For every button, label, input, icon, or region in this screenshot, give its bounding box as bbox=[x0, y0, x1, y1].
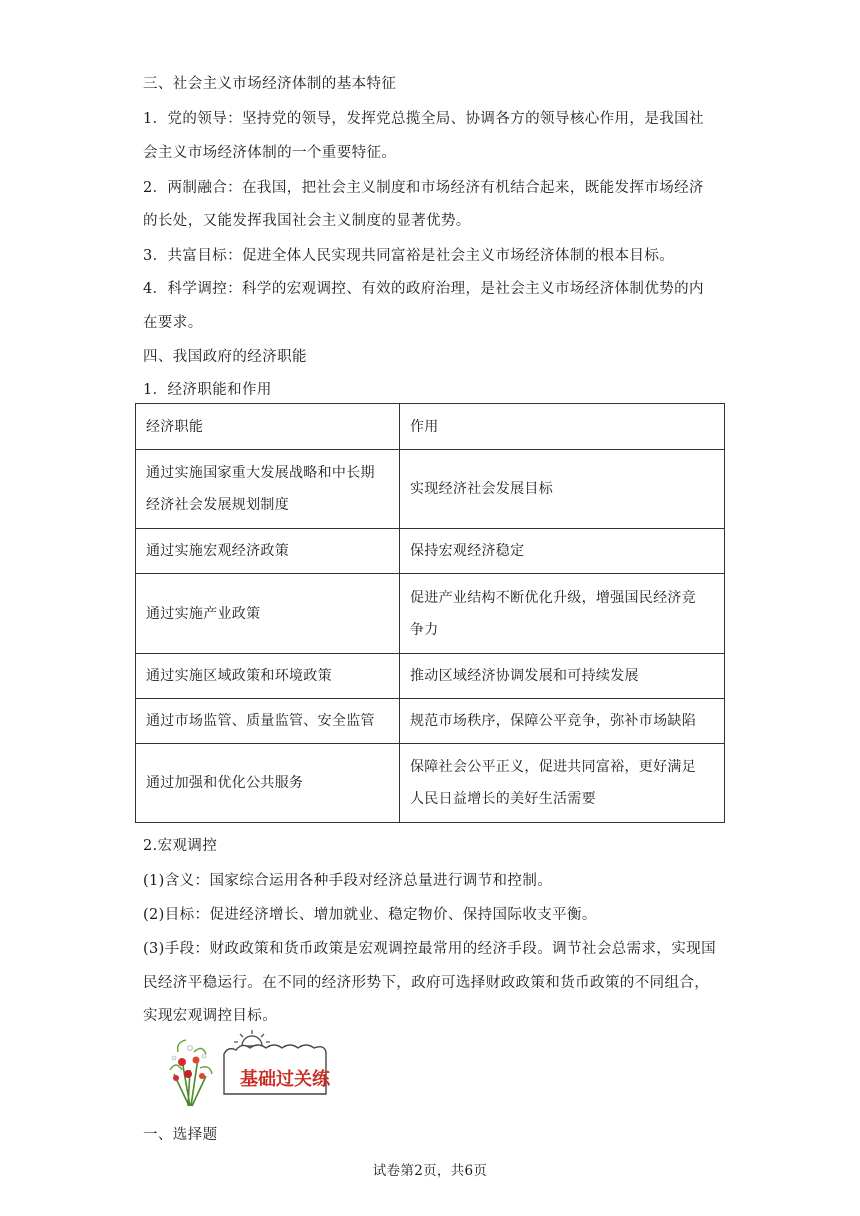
cell-line: 规范市场秩序，保障公平竞争，弥补市场缺陷 bbox=[410, 713, 696, 729]
table-header-effect: 作用 bbox=[400, 404, 725, 450]
cell-line: 推动区域经济协调发展和可持续发展 bbox=[410, 668, 639, 684]
cell-line: 实现经济社会发展目标 bbox=[410, 481, 553, 497]
table-row bbox=[136, 450, 725, 529]
section4-heading: 四、我国政府的经济职能 bbox=[143, 349, 307, 365]
cell-line: 通过实施区域政策和环境政策 bbox=[146, 668, 332, 684]
function-cell bbox=[136, 699, 400, 744]
macro-means-line1: (3)手段：财政政策和货币政策是宏观调控最常用的经济手段。调节社会总需求，实现国 bbox=[143, 941, 717, 957]
sun-icon bbox=[234, 1030, 270, 1046]
item3-line1: 3．共富目标：促进全体人民实现共同富裕是社会主义市场经济体制的根本目标。 bbox=[143, 248, 675, 264]
item2-line2: 的长处，又能发挥我国社会主义制度的显著优势。 bbox=[143, 213, 471, 229]
cell-line: 通过实施宏观经济政策 bbox=[146, 543, 289, 559]
macro-meaning: (1)含义：国家综合运用各种手段对经济总量进行调节和控制。 bbox=[143, 873, 553, 889]
cell-line: 促进产业结构不断优化升级，增强国民经济竞 bbox=[410, 589, 696, 606]
item2-line1: 2．两制融合：在我国，把社会主义制度和市场经济有机结合起来，既能发挥市场经济 bbox=[143, 180, 704, 196]
function-cell bbox=[136, 654, 400, 699]
banner-label: 基础过关练 bbox=[240, 1069, 330, 1090]
effect-cell bbox=[400, 744, 725, 823]
table-row bbox=[136, 744, 725, 823]
macro-subheading: 2.宏观调控 bbox=[143, 838, 218, 854]
page-footer: 试卷第2页，共6页 bbox=[372, 1163, 488, 1179]
cell-line: 保障社会公平正义，促进共同富裕，更好满足 bbox=[410, 759, 696, 775]
effect-cell bbox=[400, 574, 725, 654]
effect-cell bbox=[400, 699, 725, 744]
functions-subheading: 1．经济职能和作用 bbox=[143, 382, 272, 398]
cell-line: 争力 bbox=[410, 621, 439, 638]
item1-line2: 会主义市场经济体制的一个重要特征。 bbox=[143, 145, 397, 161]
table-header-row bbox=[136, 404, 725, 450]
cell-line: 通过加强和优化公共服务 bbox=[146, 775, 304, 791]
cell-line: 通过市场监管、质量监管、安全监管 bbox=[146, 713, 375, 729]
function-cell bbox=[136, 450, 400, 529]
macro-means-line3: 实现宏观调控目标。 bbox=[143, 1008, 278, 1024]
table-row bbox=[136, 654, 725, 699]
cell-line: 通过实施产业政策 bbox=[146, 605, 261, 622]
flower-bouquet-icon bbox=[170, 1040, 212, 1106]
section3-heading: 三、社会主义市场经济体制的基本特征 bbox=[143, 76, 397, 92]
item4-line2: 在要求。 bbox=[143, 315, 203, 331]
function-cell bbox=[136, 574, 400, 654]
economic-functions-table bbox=[135, 403, 725, 823]
cell-line: 经济社会发展规划制度 bbox=[146, 497, 289, 513]
cell-line: 通过实施国家重大发展战略和中长期 bbox=[146, 465, 375, 481]
macro-goal: (2)目标：促进经济增长、增加就业、稳定物价、保持国际收支平衡。 bbox=[143, 907, 597, 923]
table-row bbox=[136, 529, 725, 574]
table-row bbox=[136, 574, 725, 654]
item4-line1: 4．科学调控：科学的宏观调控、有效的政府治理，是社会主义市场经济体制优势的内 bbox=[143, 281, 704, 297]
table-row bbox=[136, 699, 725, 744]
macro-means-line2: 民经济平稳运行。在不同的经济形势下，政府可选择财政政策和货币政策的不同组合， bbox=[143, 975, 710, 991]
cell-line: 人民日益增长的美好生活需要 bbox=[410, 791, 596, 807]
function-cell bbox=[136, 744, 400, 823]
item1-line1: 1．党的领导：坚持党的领导，发挥党总揽全局、协调各方的领导核心作用，是我国社 bbox=[143, 111, 704, 127]
exercise-heading: 一、选择题 bbox=[143, 1127, 218, 1143]
cell-line: 保持宏观经济稳定 bbox=[410, 543, 525, 559]
basic-practice-banner bbox=[160, 1030, 370, 1108]
effect-cell bbox=[400, 450, 725, 529]
function-cell bbox=[136, 529, 400, 574]
table-header-function: 经济职能 bbox=[136, 404, 400, 450]
effect-cell bbox=[400, 529, 725, 574]
effect-cell bbox=[400, 654, 725, 699]
